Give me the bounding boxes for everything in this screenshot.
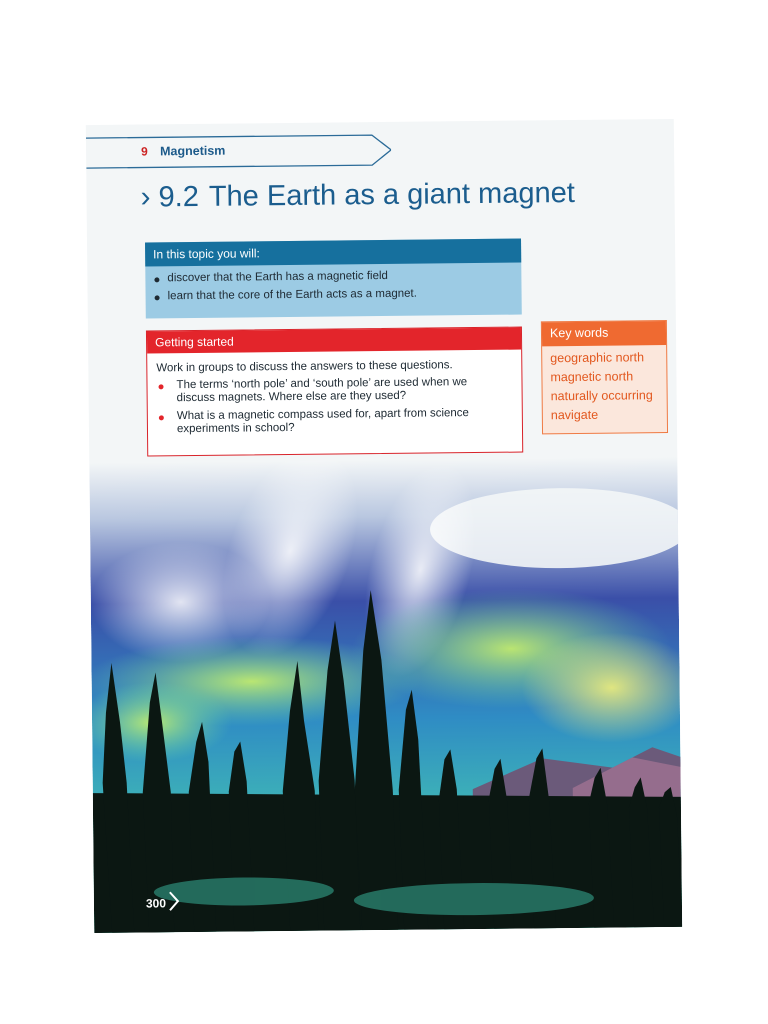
topic-item-text: learn that the core of the Earth acts as a magnet.: [167, 287, 417, 303]
question-item: [148, 407, 522, 437]
key-word: magnetic north: [550, 369, 634, 385]
getting-started-intro: Work in groups to discuss the answers to these questions.: [156, 359, 453, 375]
bullet-icon: [155, 295, 160, 300]
chapter-arrow-icon: [86, 134, 391, 169]
getting-started-box: [146, 327, 523, 457]
page-number: 300: [145, 896, 167, 911]
chevron-right-icon: ›: [140, 180, 151, 214]
topic-box-heading: In this topic you will:: [145, 239, 521, 267]
question-text: The terms ‘north pole’ and ‘south pole’ are used when we discuss magnets. Where else are they used?: [176, 376, 468, 405]
topic-item-text: discover that the Earth has a magnetic field: [167, 269, 388, 285]
key-words-heading: Key words: [542, 321, 666, 346]
section-number: 9.2: [158, 180, 200, 214]
topic-box: [145, 239, 522, 319]
key-word: geographic north: [550, 350, 645, 366]
getting-started-heading: Getting started: [147, 328, 521, 354]
key-word: navigate: [550, 407, 599, 423]
topic-item: [145, 269, 521, 285]
aurora-photo: [89, 457, 682, 933]
bullet-icon: [159, 384, 164, 389]
bullet-icon: [154, 277, 159, 282]
key-word: naturally occurring: [550, 388, 653, 404]
chevron-right-icon: [168, 890, 180, 912]
chapter-number: 9: [140, 144, 148, 159]
page-title: The Earth as a giant magnet: [208, 176, 575, 213]
bullet-icon: [159, 415, 164, 420]
key-words-box: [541, 320, 668, 434]
section-heading: [140, 176, 575, 215]
topic-item: [146, 287, 522, 303]
question-item: [147, 376, 521, 406]
chapter-title: Magnetism: [159, 143, 226, 159]
chapter-banner: [86, 134, 386, 167]
question-text: What is a magnetic compass used for, apart from science experiments in school?: [176, 407, 469, 436]
textbook-page: [86, 119, 682, 933]
